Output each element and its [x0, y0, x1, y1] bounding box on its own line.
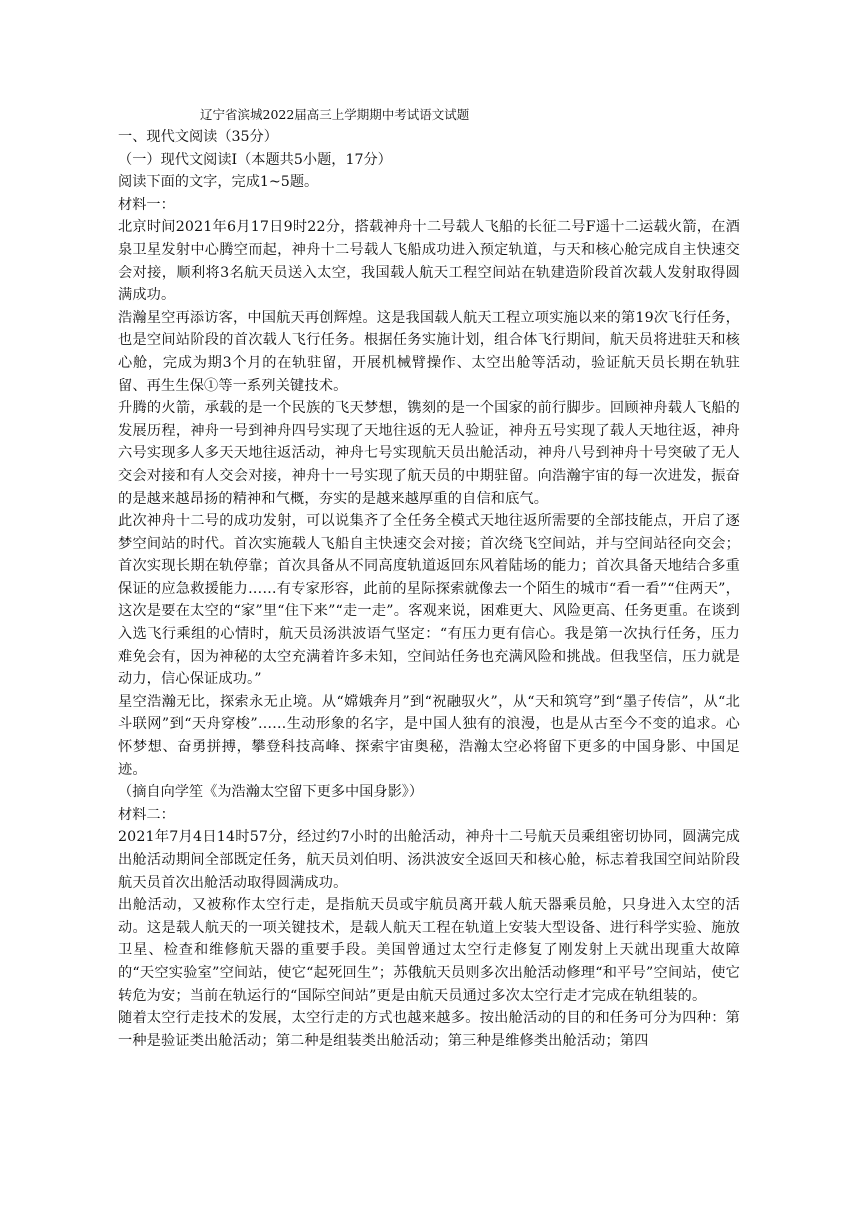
material-two-label: 材料二：: [118, 806, 175, 823]
material-one-source: （摘自向学笙《为浩瀚太空留下更多中国身影》）: [118, 784, 424, 801]
document-page: [118, 104, 740, 1052]
material-one-paragraph: 升腾的火箭，承载的是一个民族的飞天梦想，镌刻的是一个国家的前行脚步。回顾神舟载人飞船的发展历程，神舟一号到神舟四号实现了天地往返的无人验证，神舟五号实现了载人天地往返，神舟六号实现多人多天天地往返活动，神舟七号实现航天员出舱活动，神舟八号到神舟十号突破了无人交会对接和有人交会对接，神舟十一号实现了航天员的中期驻留。向浩瀚宇宙的每一次进发，振奋的是越来越昂扬的精神和气概，夯实的是越来越厚重的自信和底气。: [118, 400, 740, 507]
material-two-paragraph: 随着太空行走技术的发展，太空行走的方式也越来越多。按出舱活动的目的和任务可分为四种：第一种是验证类出舱活动；第二种是组装类出舱活动；第三种是维修类出舱活动；第四: [118, 1010, 740, 1049]
subsection-heading: （一）现代文阅读I（本题共5小题，17分）: [118, 151, 392, 168]
material-one-paragraph: 此次神舟十二号的成功发射，可以说集齐了全任务全模式天地往返所需要的全部技能点，开启了逐梦空间站的时代。首次实施载人飞船自主快速交会对接；首次绕飞空间站，并与空间站径向交会；首次实现长期在轨停靠；首次具备从不同高度轨道返回东风着陆场的能力；首次具备天地结合多重保证的应急救援能力……有专家形容，此前的星际探索就像去一个陌生的城市“看一看”“住两天”，这次是要在太空的“家”里“住下来”“走一走”。客观来说，困难更大、风险更高、任务更重。在谈到入选飞行乘组的心情时，航天员汤洪波语气坚定：“有压力更有信心。我是第一次执行任务，压力难免会有，因为神秘的太空充满着许多未知，空间站任务也充满风险和挑战。但我坚信，压力就是动力，信心保证成功。”: [118, 513, 740, 688]
material-one-paragraph: 北京时间2021年6月17日9时22分，搭载神舟十二号载人飞船的长征二号F遥十二运载火箭，在酒泉卫星发射中心腾空而起，神舟十二号载人飞船成功进入预定轨道，与天和核心舱完成自主快速交会对接，顺利将3名航天员送入太空，我国载人航天工程空间站在轨建造阶段首次载人发射取得圆满成功。: [118, 219, 740, 304]
material-one-paragraph: 浩瀚星空再添访客，中国航天再创辉煌。这是我国载人航天工程立项实施以来的第19次飞行任务，也是空间站阶段的首次载人飞行任务。根据任务实施计划，组合体飞行期间，航天员将进驻天和核心舱，完成为期3个月的在轨驻留，开展机械臂操作、太空出舱等活动，验证航天员长期在轨驻留、再生生保①等一系列关键技术。: [118, 309, 740, 394]
document-title: 辽宁省滨城2022届高三上学期期中考试语文试题: [200, 107, 470, 122]
material-two-paragraph: 出舱活动，又被称作太空行走，是指航天员或宇航员离开载人航天器乘员舱，只身进入太空的活动。这是载人航天的一项关键技术，是载人航天工程在轨道上安装大型设备、进行科学实验、施放卫星、检查和维修航天器的重要手段。美国曾通过太空行走修复了刚发射上天就出现重大故障的“天空实验室”空间站，使它“起死回生”；苏俄航天员则多次出舱活动修理“和平号”空间站，使它转危为安；当前在轨运行的“国际空间站”更是由航天员通过多次太空行走才完成在轨组装的。: [118, 897, 740, 1004]
material-two-paragraph: 2021年7月4日14时57分，经过约7小时的出舱活动，神舟十二号航天员乘组密切协同，圆满完成出舱活动期间全部既定任务，航天员刘伯明、汤洪波安全返回天和核心舱，标志着我国空间站阶段航天员首次出舱活动取得圆满成功。: [118, 829, 740, 891]
material-one-label: 材料一：: [118, 196, 175, 213]
material-one-paragraph: 星空浩瀚无比，探索永无止境。从“嫦娥奔月”到“祝融驭火”，从“天和筑穹”到“墨子传信”，从“北斗联网”到“天舟穿梭”……生动形象的名字，是中国人独有的浪漫，也是从古至今不变的追求。心怀梦想、奋勇拼搏，攀登科技高峰、探索宇宙奥秘，浩瀚太空必将留下更多的中国身影、中国足迹。: [118, 693, 740, 778]
section-heading: 一、现代文阅读（35分）: [118, 129, 278, 145]
reading-instruction: 阅读下面的文字，完成1~5题。: [118, 174, 319, 191]
